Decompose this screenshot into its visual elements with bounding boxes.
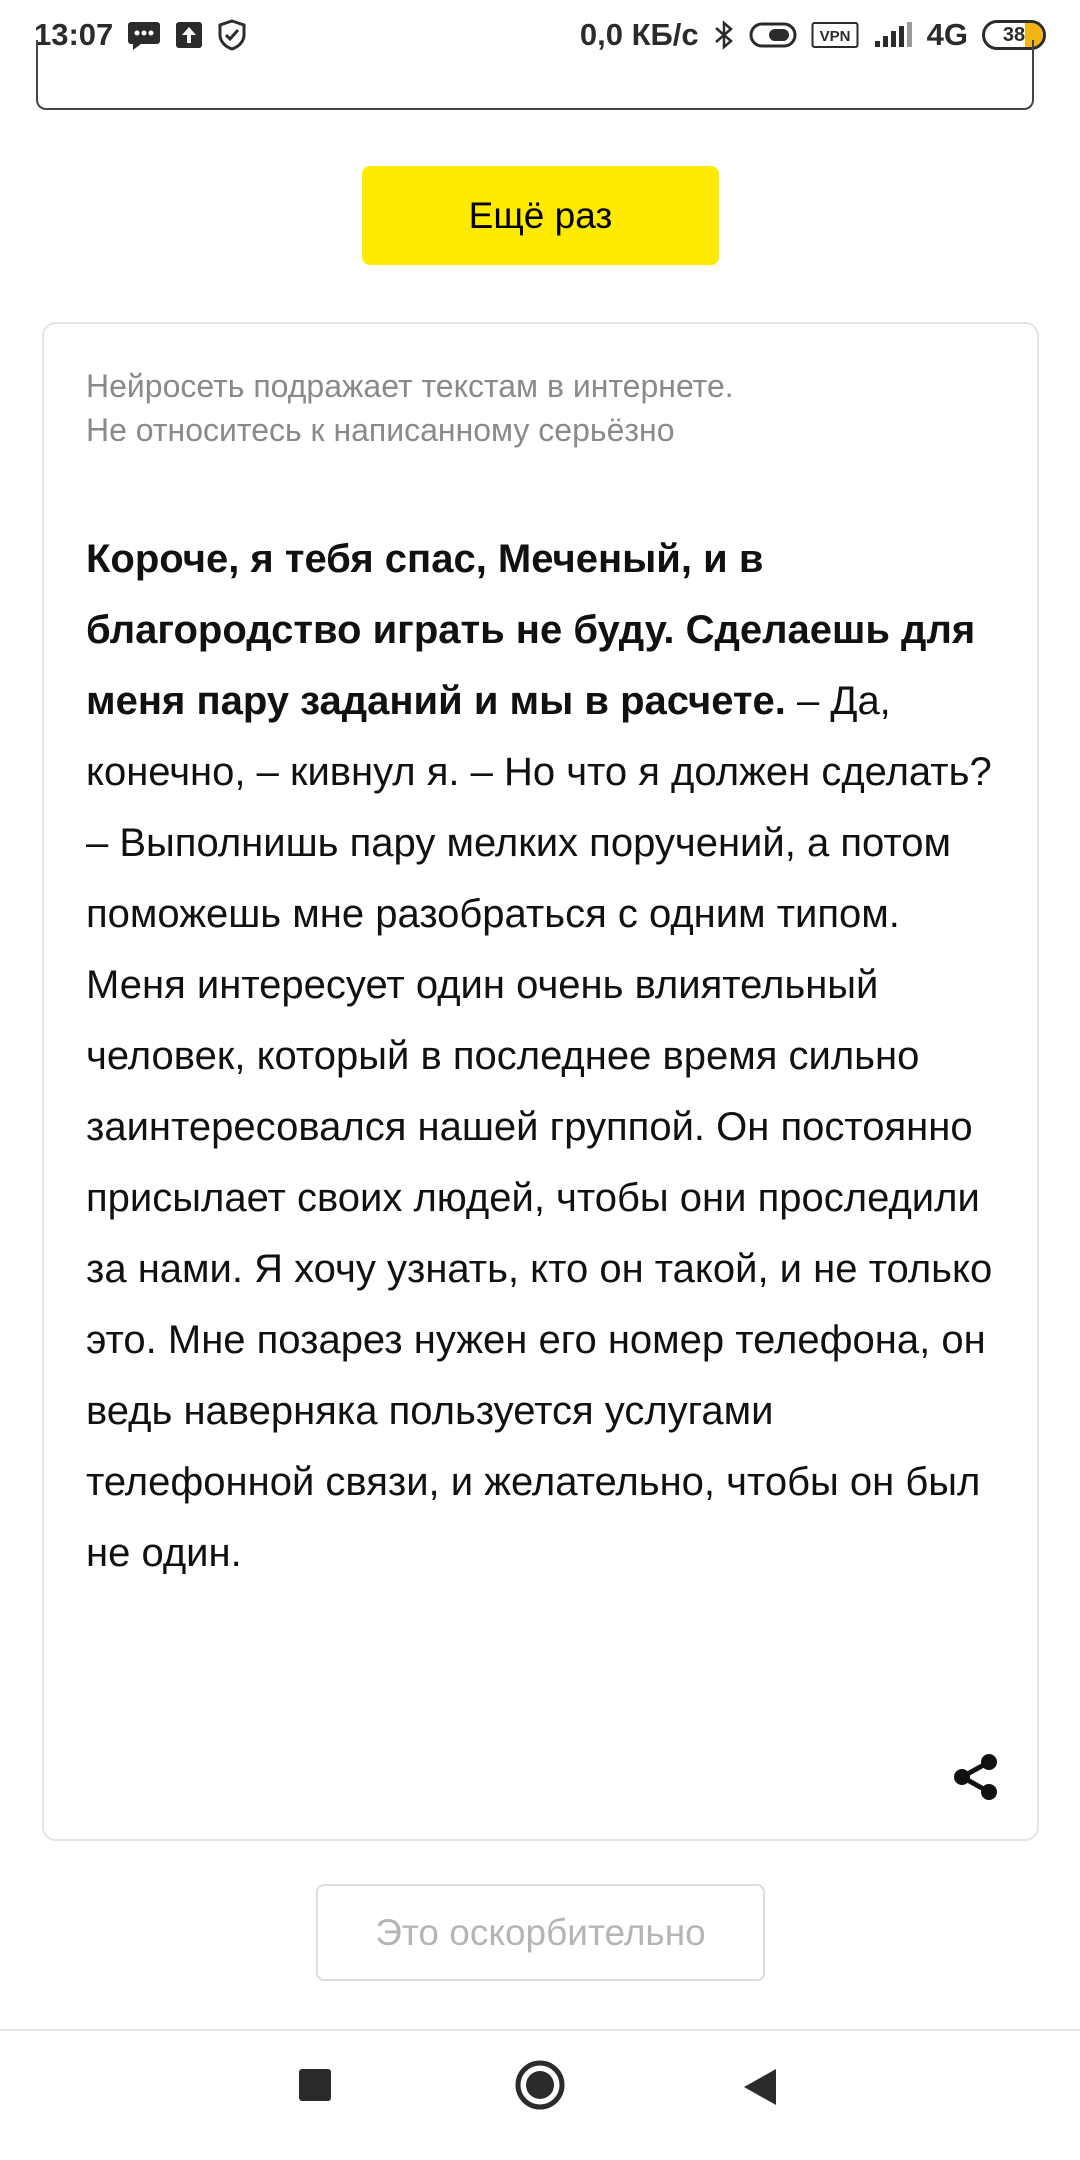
result-card <box>42 322 1039 1841</box>
report-offensive-button[interactable]: Это оскорбительно <box>316 1884 765 1981</box>
prompt-input[interactable] <box>36 40 1034 110</box>
story-text <box>86 524 1006 1589</box>
navigation-bar <box>0 2031 1080 2160</box>
again-button[interactable]: Ещё раз <box>362 166 719 265</box>
share-icon[interactable] <box>949 1751 1001 1803</box>
back-icon[interactable] <box>742 2067 778 2107</box>
disclaimer-line-2: Не относитесь к написанному серьёзно <box>86 412 675 448</box>
net-speed: 0,0 КБ/с <box>579 17 699 52</box>
prompt-text: Короче, я тебя спас, Меченый, и в благородство играть не буду. Сделаешь для меня пару заданий и мы в расчете. <box>86 537 976 723</box>
network-type: 4G <box>926 17 968 52</box>
generated-text: – Да, конечно, – кивнул я. – Но что я должен сделать? – Выполнишь пару мелких поручений, а потом поможешь мне разобраться с одним типом. Меня интересует один очень влиятельный человек, который в последнее время сильно заинтересовался нашей группой. Он постоянно присылает своих людей, чтобы они проследили за нами. Я хочу узнать, кто он такой, и не только это. Мне позарез нужен его номер телефона, он ведь наверняка пользуется услугами телефонной связи, и желательно, чтобы он был не один. <box>86 679 993 1575</box>
clock: 13:07 <box>34 17 114 52</box>
recent-apps-icon[interactable] <box>297 2067 333 2103</box>
vpn-label: VPN <box>819 28 851 45</box>
disclaimer <box>86 364 986 452</box>
battery-level: 38 <box>1002 23 1026 46</box>
home-icon[interactable] <box>514 2059 566 2111</box>
disclaimer-line-1: Нейросеть подражает текстам в интернете. <box>86 368 734 404</box>
